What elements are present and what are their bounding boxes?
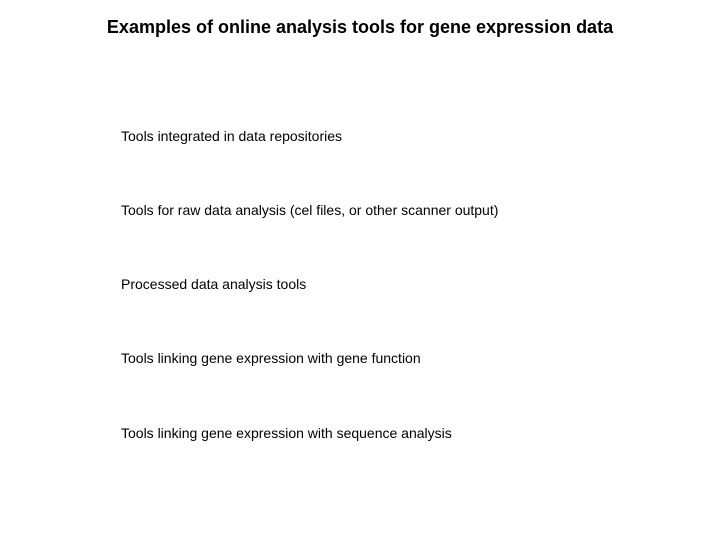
bullet-item-gene-function: Tools linking gene expression with gene function bbox=[121, 350, 421, 366]
bullet-item-processed-data: Processed data analysis tools bbox=[121, 276, 307, 292]
bullet-item-raw-data-analysis: Tools for raw data analysis (cel files, or other scanner output) bbox=[121, 202, 499, 218]
bullet-item-sequence-analysis: Tools linking gene expression with sequence analysis bbox=[121, 425, 452, 441]
bullet-item-data-repositories: Tools integrated in data repositories bbox=[121, 128, 343, 144]
slide-title: Examples of online analysis tools for gene expression data bbox=[106, 17, 614, 37]
